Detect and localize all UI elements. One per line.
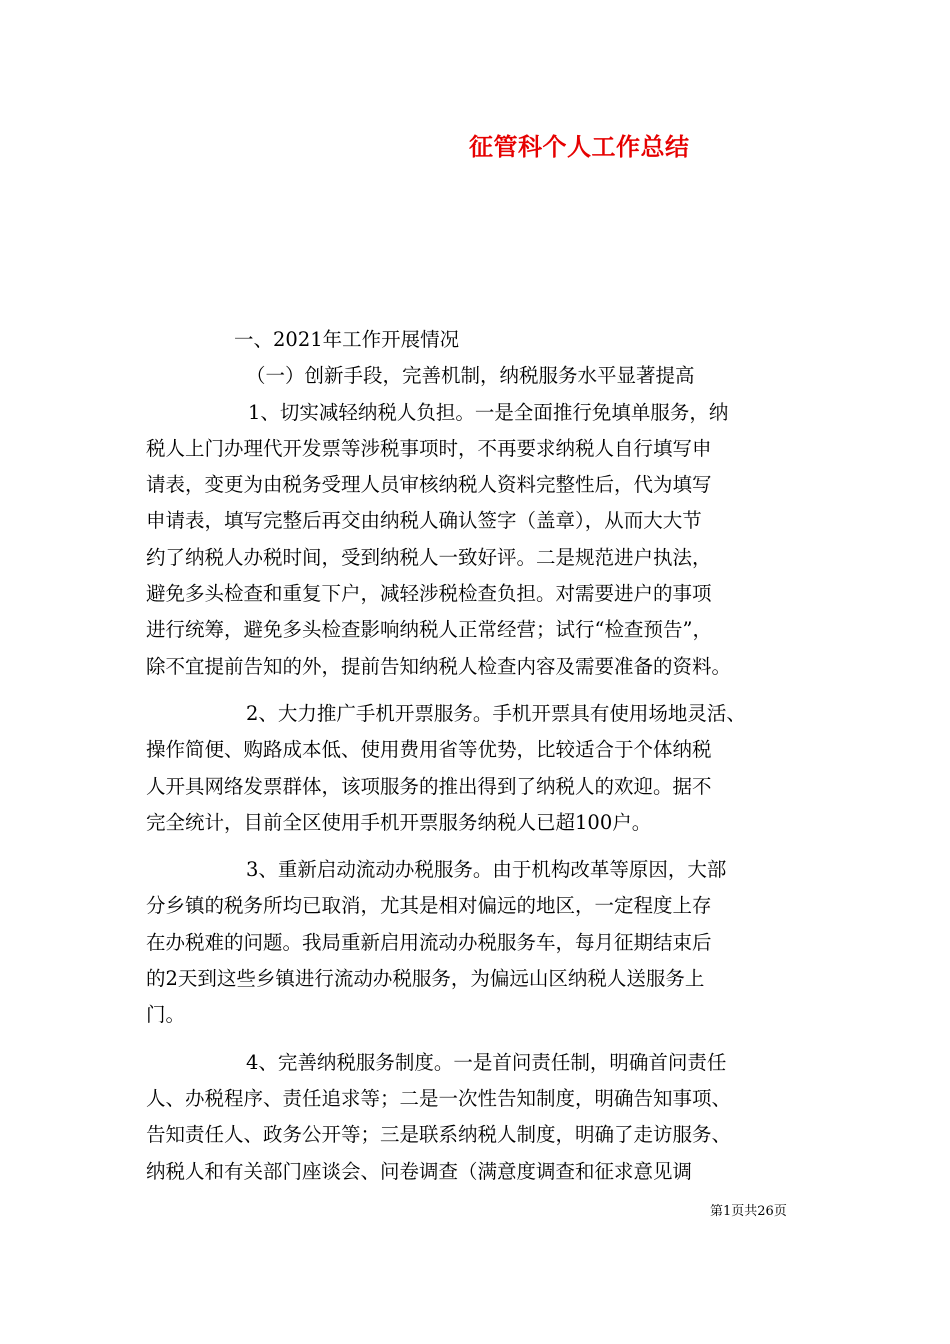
paragraph-gap: [146, 1034, 810, 1045]
text-line: 1、切实减轻纳税人负担。一是全面推行免填单服务，纳: [248, 400, 729, 424]
text-line: 2、大力推广手机开票服务。手机开票具有使用场地灵活、: [246, 701, 746, 725]
paragraph-gap: [146, 685, 810, 696]
text-line: 分乡镇的税务所均已取消，尤其是相对偏远的地区，一定程度上存: [146, 894, 712, 918]
text-line: 4、完善纳税服务制度。一是首问责任制，明确首问责任: [246, 1050, 727, 1074]
text-line: 避免多头检查和重复下户，减轻涉税检查负担。对需要进户的事项: [146, 582, 712, 606]
text-line: （一）创新手段，完善机制，纳税服务水平显著提高: [246, 364, 695, 388]
document-title: 征管科个人工作总结: [469, 133, 690, 161]
text-line: 人、办税程序、责任追求等；二是一次性告知制度，明确告知事项、: [146, 1086, 732, 1110]
text-line: 告知责任人、政务公开等；三是联系纳税人制度，明确了走访服务、: [146, 1123, 732, 1147]
text-line: 在办税难的问题。我局重新启用流动办税服务车，每月征期结束后: [146, 930, 712, 954]
text-line: 人开具网络发票群体，该项服务的推出得到了纳税人的欢迎。据不: [146, 774, 712, 798]
paragraph-gap: [146, 841, 810, 852]
text-line: 一、2021年工作开展情况: [234, 328, 460, 351]
text-line: 门。: [146, 1003, 186, 1027]
text-line: 纳税人和有关部门座谈会、问卷调查（满意度调查和征求意见调: [146, 1159, 693, 1183]
text-line: 3、重新启动流动办税服务。由于机构改革等原因，大部: [246, 858, 727, 882]
page-footer: 第1页共26页: [710, 1204, 787, 1219]
text-line: 申请表，填写完整后再交由纳税人确认签字（盖章），从而大大节: [146, 509, 702, 533]
text-line: 约了纳税人办税时间，受到纳税人一致好评。二是规范进户执法，: [146, 545, 712, 569]
text-line: 除不宜提前告知的外，提前告知纳税人检查内容及需要准备的资料。: [146, 654, 732, 678]
text-line: 进行统筹，避免多头检查影响纳税人正常经营；试行“检查预告”，: [146, 618, 712, 642]
text-line: 请表，变更为由税务受理人员审核纳税人资料完整性后，代为填写: [146, 473, 712, 497]
text-line: 完全统计，目前全区使用手机开票服务纳税人已超100户。: [146, 810, 652, 834]
text-line: 的2天到这些乡镇进行流动办税服务，为偏远山区纳税人送服务上: [146, 967, 705, 991]
text-line: 税人上门办理代开发票等涉税事项时，不再要求纳税人自行填写申: [146, 436, 712, 460]
document-body: [146, 322, 810, 1190]
text-line: 操作简便、购路成本低、使用费用省等优势，比较适合于个体纳税: [146, 738, 712, 762]
